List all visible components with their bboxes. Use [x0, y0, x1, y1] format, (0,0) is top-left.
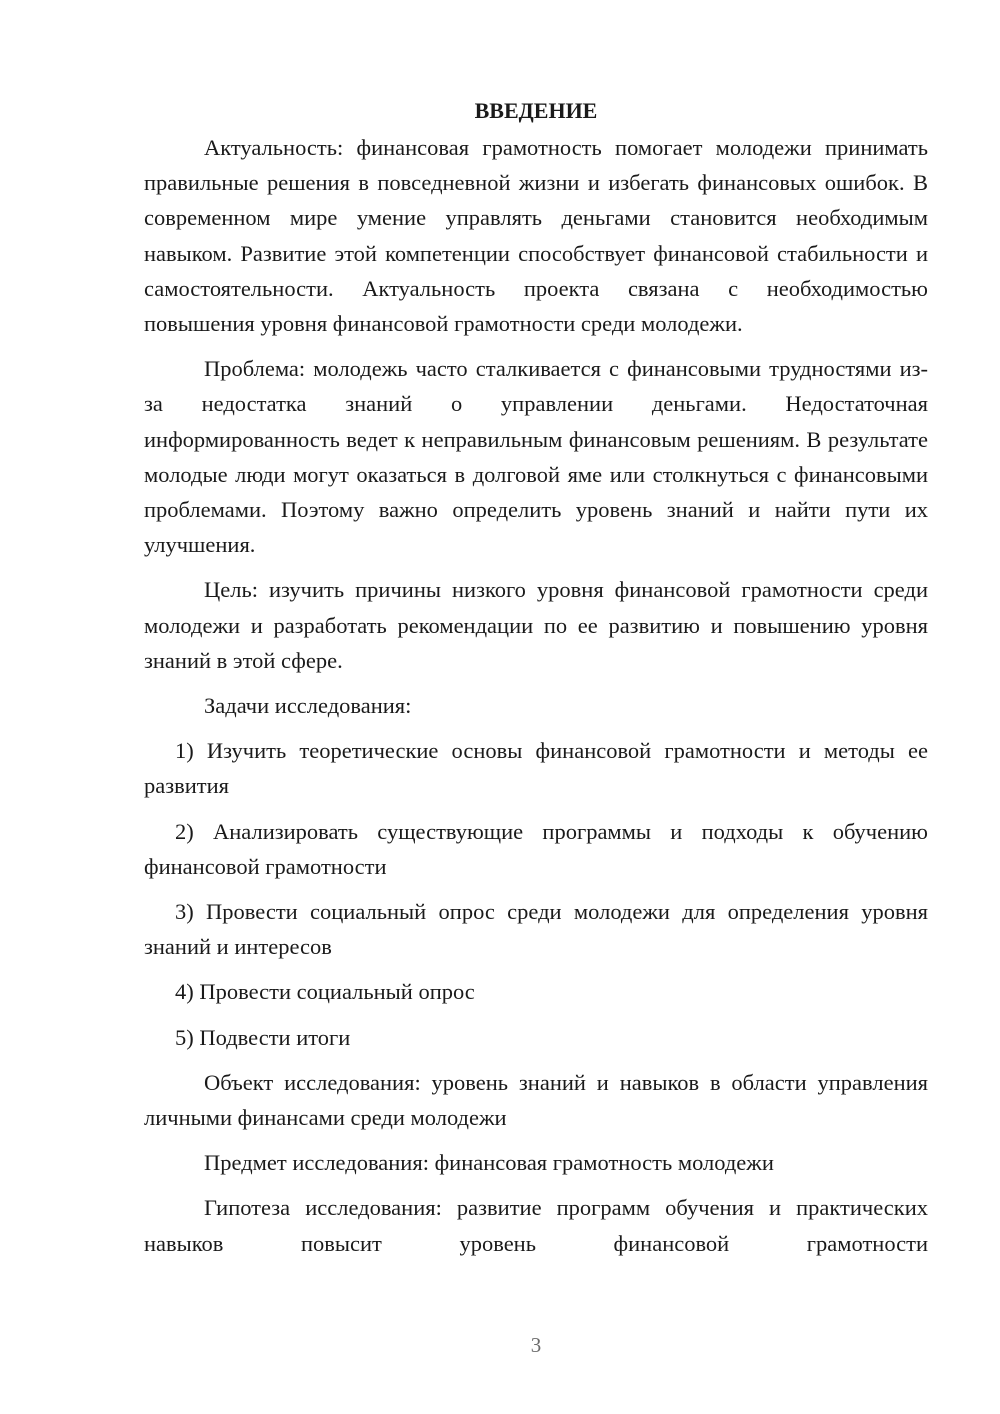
problem-paragraph: Проблема: молодежь часто сталкивается с финансовыми трудностями из-за недостатка знаний о управлении деньгами. Недостаточная информированность ведет к неправильным финансовым решениям. В результате молодые люди могут оказаться в долговой яме или столкнуться с финансовыми проблемами. Поэтому важно определить уровень знаний и найти пути их улучшения. [144, 356, 928, 558]
task-item-4: 4) Провести социальный опрос [175, 979, 475, 1005]
tasks-heading: Задачи исследования: [204, 693, 412, 719]
page-title: ВВЕДЕНИЕ [474, 98, 598, 123]
document-body [144, 95, 928, 1271]
task-item-2: 2) Анализировать существующие программы и подходы к обучению финансовой грамотности [144, 818, 928, 879]
task-item-5: 5) Подвести итоги [175, 1024, 351, 1050]
goal-paragraph: Цель: изучить причины низкого уровня финансовой грамотности среди молодежи и разработать рекомендации по ее развитию и повышению уровня знаний в этой сфере. [144, 577, 928, 673]
object-paragraph: Объект исследования: уровень знаний и навыков в области управления личными финансами среди молодежи [144, 1069, 928, 1131]
hypothesis-paragraph: Гипотеза исследования: развитие программ обучения и практических навыков повысит уровень финансовой грамотности [144, 1195, 928, 1256]
task-item-1: 1) Изучить теоретические основы финансовой грамотности и методы ее развития [144, 738, 928, 799]
relevance-paragraph: Актуальность: финансовая грамотность помогает молодежи принимать правильные решения в повседневной жизни и избегать финансовых ошибок. В современном мире умение управлять деньгами становится необходимым навыком. Развитие этой компетенции способствует финансовой стабильности и самостоятельности. Актуальность проекта связана с необходимостью повышения уровня финансовой грамотности среди молодежи. [144, 135, 928, 337]
subject-paragraph: Предмет исследования: финансовая грамотность молодежи [204, 1150, 774, 1176]
task-item-3: 3) Провести социальный опрос среди молодежи для определения уровня знаний и интересов [144, 899, 928, 960]
page-number: 3 [530, 1333, 542, 1357]
